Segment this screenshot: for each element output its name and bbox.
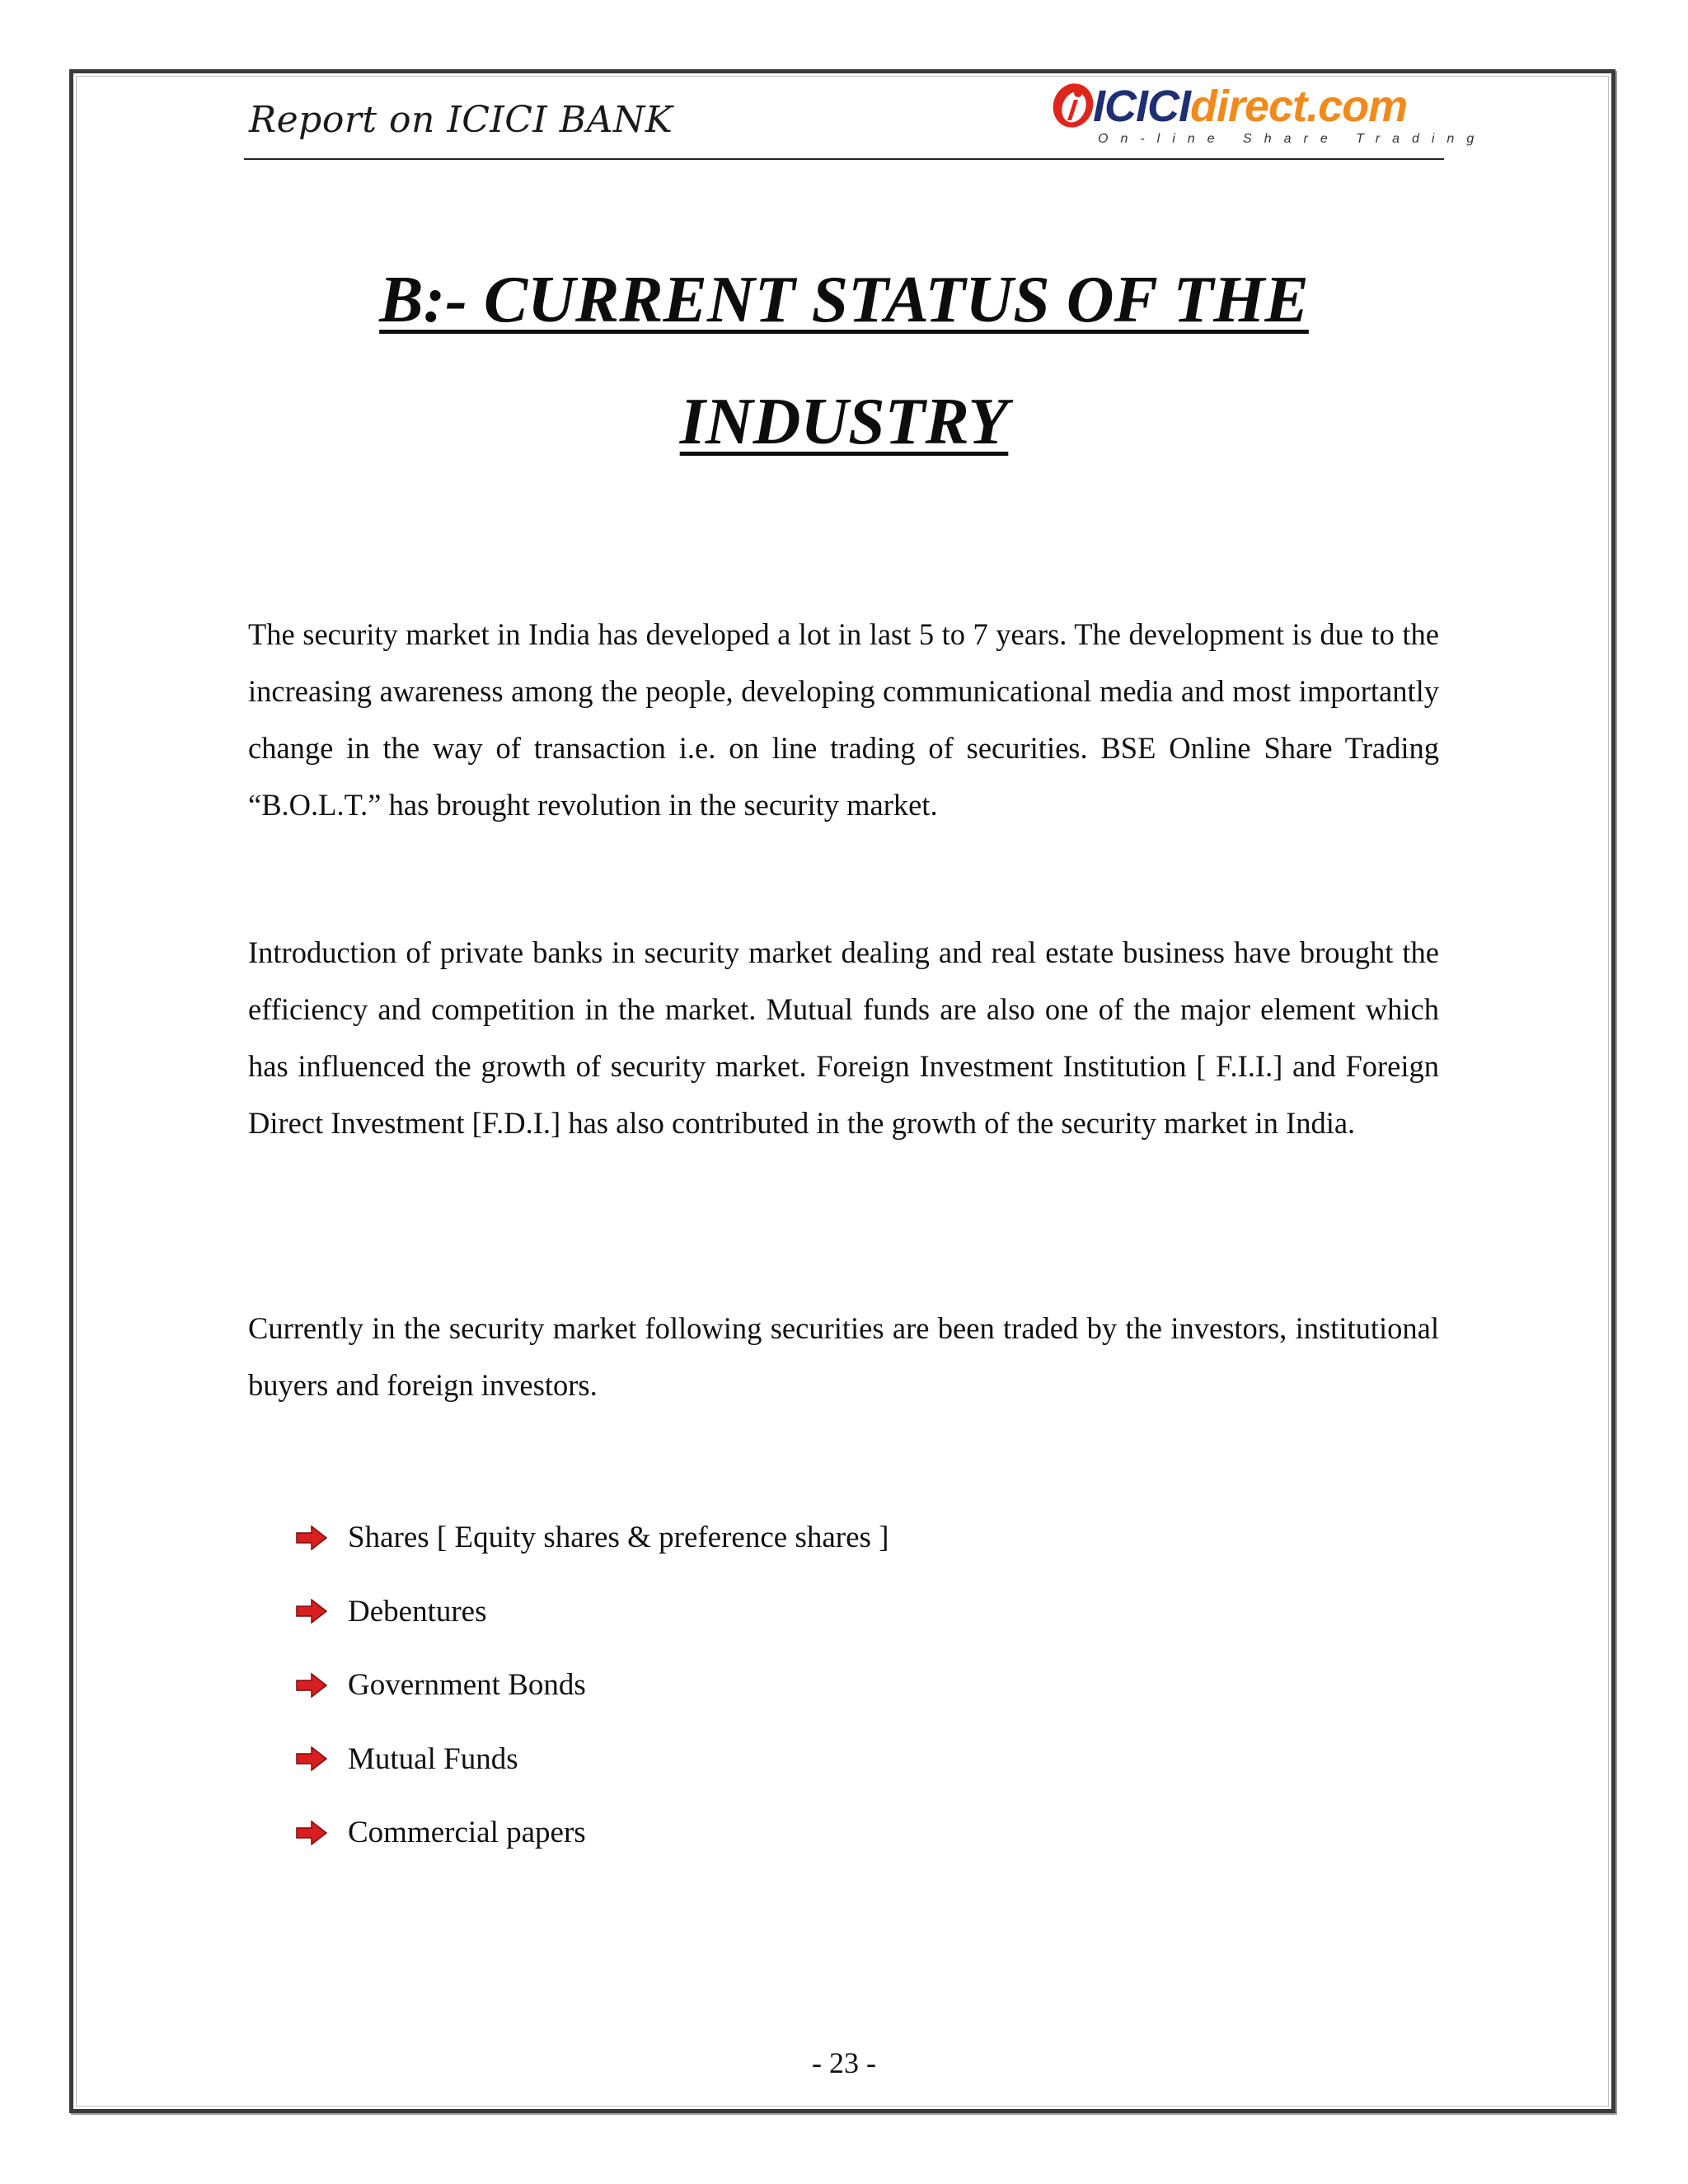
- list-item: [295, 1722, 889, 1797]
- page-number: - 23 -: [812, 2046, 876, 2079]
- paragraph-traded-securities: Currently in the security market following securities are been traded by the investors, institutional buyers and foreign investors.: [248, 1311, 1439, 1402]
- red-arrow-icon: [295, 1526, 328, 1550]
- section-heading-line1: B:- CURRENT STATUS OF THE: [379, 264, 1309, 336]
- logo-wordmark: [1093, 81, 1407, 132]
- list-item: [295, 1648, 889, 1722]
- logo-icici-text: ICICI: [1093, 82, 1191, 131]
- paragraph-private-banks: Introduction of private banks in security market dealing and real estate business have brought the efficiency and competition in the market. Mutual funds are also one of the major element which has influenced the growth of security market. Foreign Investment Institution [ F.I.I.] and Foreign Direct Investment [F.D.I.] has also contributed in the growth of the security market in India.: [248, 935, 1439, 1140]
- list-item: [295, 1501, 889, 1575]
- red-arrow-icon: [295, 1673, 328, 1698]
- red-arrow-icon: [295, 1599, 328, 1624]
- page-header: [244, 82, 1487, 160]
- section-heading-line2: INDUSTRY: [679, 386, 1009, 458]
- list-item-label: Mutual Funds: [348, 1741, 518, 1776]
- list-item-label: Commercial papers: [348, 1816, 586, 1850]
- list-item: [295, 1575, 889, 1649]
- paragraph-market-development: The security market in India has developed a lot in last 5 to 7 years. The development is due to the increasing awareness among the people, developing communicational media and most importantly change in the way of transaction i.e. on line trading of securities. BSE Online Share Trading “B.O.L.T.” has brought revolution in the security market.: [248, 617, 1439, 822]
- red-arrow-icon: [295, 1746, 328, 1771]
- securities-list: [295, 1501, 889, 1870]
- icici-logo-mark-icon: [1048, 79, 1098, 129]
- report-title: Report on ICICI BANK: [249, 99, 673, 141]
- list-item-label: Debentures: [348, 1594, 487, 1629]
- icicidirect-logo: [1048, 79, 1487, 155]
- red-arrow-icon: [295, 1821, 328, 1845]
- logo-tagline: On-line Share Trading: [1098, 132, 1487, 146]
- list-item-label: Government Bonds: [348, 1668, 586, 1703]
- section-heading: [244, 239, 1444, 483]
- list-item-label: Shares [ Equity shares & preference shares ]: [348, 1521, 889, 1555]
- logo-direct-text: direct.com: [1190, 82, 1408, 131]
- list-item: [295, 1796, 889, 1870]
